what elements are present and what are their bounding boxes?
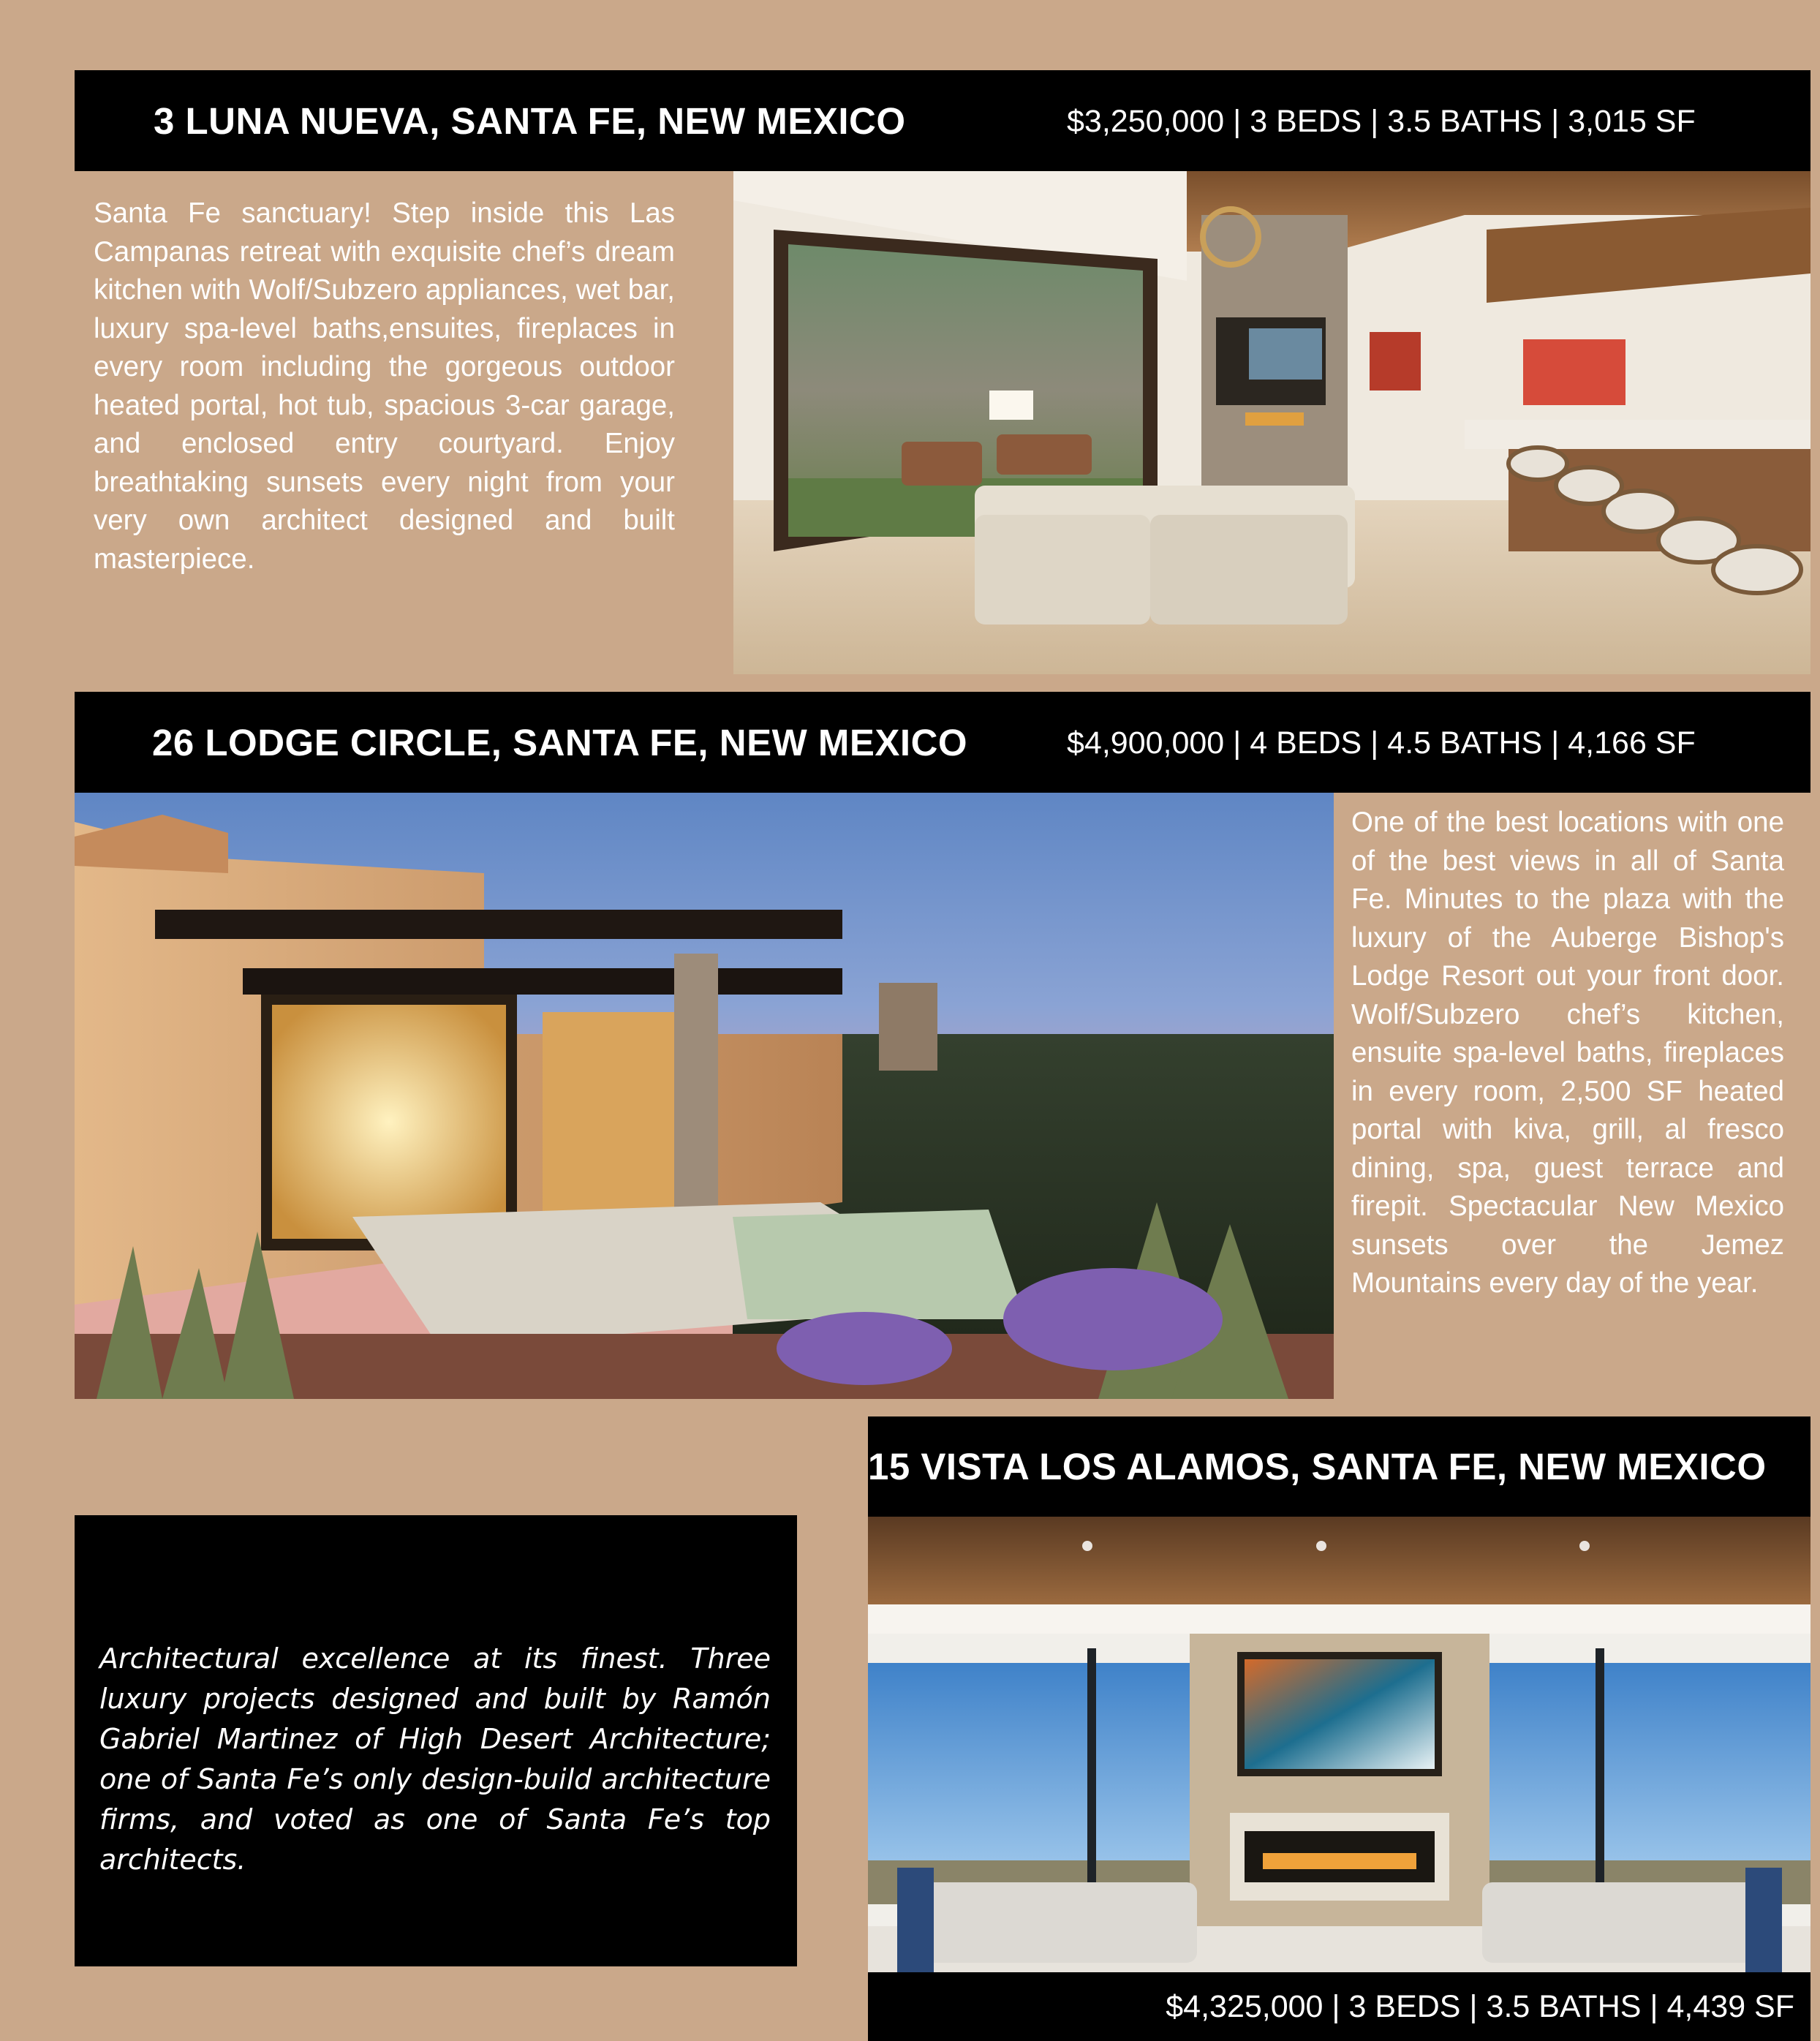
listing-3-title: 15 VISTA LOS ALAMOS, SANTA FE, NEW MEXICO bbox=[868, 1446, 1767, 1487]
listing-1-photo bbox=[733, 171, 1810, 674]
listing-1-description: Santa Fe sanctuary! Step inside this Las Campanas retreat with exquisite chef’s dream kitchen with Wolf/Subzero appliances, wet bar, luxury spa-level baths,ensuites, fireplaces in every room including the gorgeous outdoor heated portal, hot tub, spacious 3-car garage, and enclosed entry courtyard. Enjoy breathtaking sunsets every night from your very own architect designed and built masterpiece. bbox=[94, 197, 675, 575]
listing-3-header bbox=[868, 1416, 1810, 1517]
architect-quote: Architectural excellence at its finest. Three luxury projects designed and built by Ramón Gabriel Martinez of High Desert Architecture; one of Santa Fe’s only design-build architecture firms, and voted as one of Santa Fe’s top architects. bbox=[99, 1642, 771, 1876]
listing-1-title: 3 LUNA NUEVA, SANTA FE, NEW MEXICO bbox=[154, 100, 906, 142]
listing-1-specs: $3,250,000 | 3 BEDS | 3.5 BATHS | 3,015 SF bbox=[1067, 104, 1696, 139]
listing-2-photo bbox=[75, 793, 1334, 1399]
listing-3-specs-bar bbox=[868, 1972, 1810, 2041]
listing-2-title: 26 LODGE CIRCLE, SANTA FE, NEW MEXICO bbox=[152, 722, 968, 763]
listing-2-description: One of the best locations with one of the best views in all of Santa Fe. Minutes to the plaza with the luxury of the Auberge Bishop's Lodge Resort out your front door. Wolf/Subzero chef’s kitchen, ensuite spa-level baths, fireplaces in every room, 2,500 SF heated portal with kiva, grill, al fresco dining, spa, guest terrace and firepit. Spectacular New Mexico sunsets over the Jemez Mountains every day of the year. bbox=[1351, 807, 1784, 1299]
listing-1-header bbox=[75, 70, 1810, 171]
listing-3-specs: $4,325,000 | 3 BEDS | 3.5 BATHS | 4,439 SF bbox=[1166, 1989, 1794, 2024]
listing-2-specs: $4,900,000 | 4 BEDS | 4.5 BATHS | 4,166 SF bbox=[1067, 725, 1696, 761]
listing-3-photo bbox=[868, 1517, 1810, 2002]
listing-2-header bbox=[75, 692, 1810, 793]
